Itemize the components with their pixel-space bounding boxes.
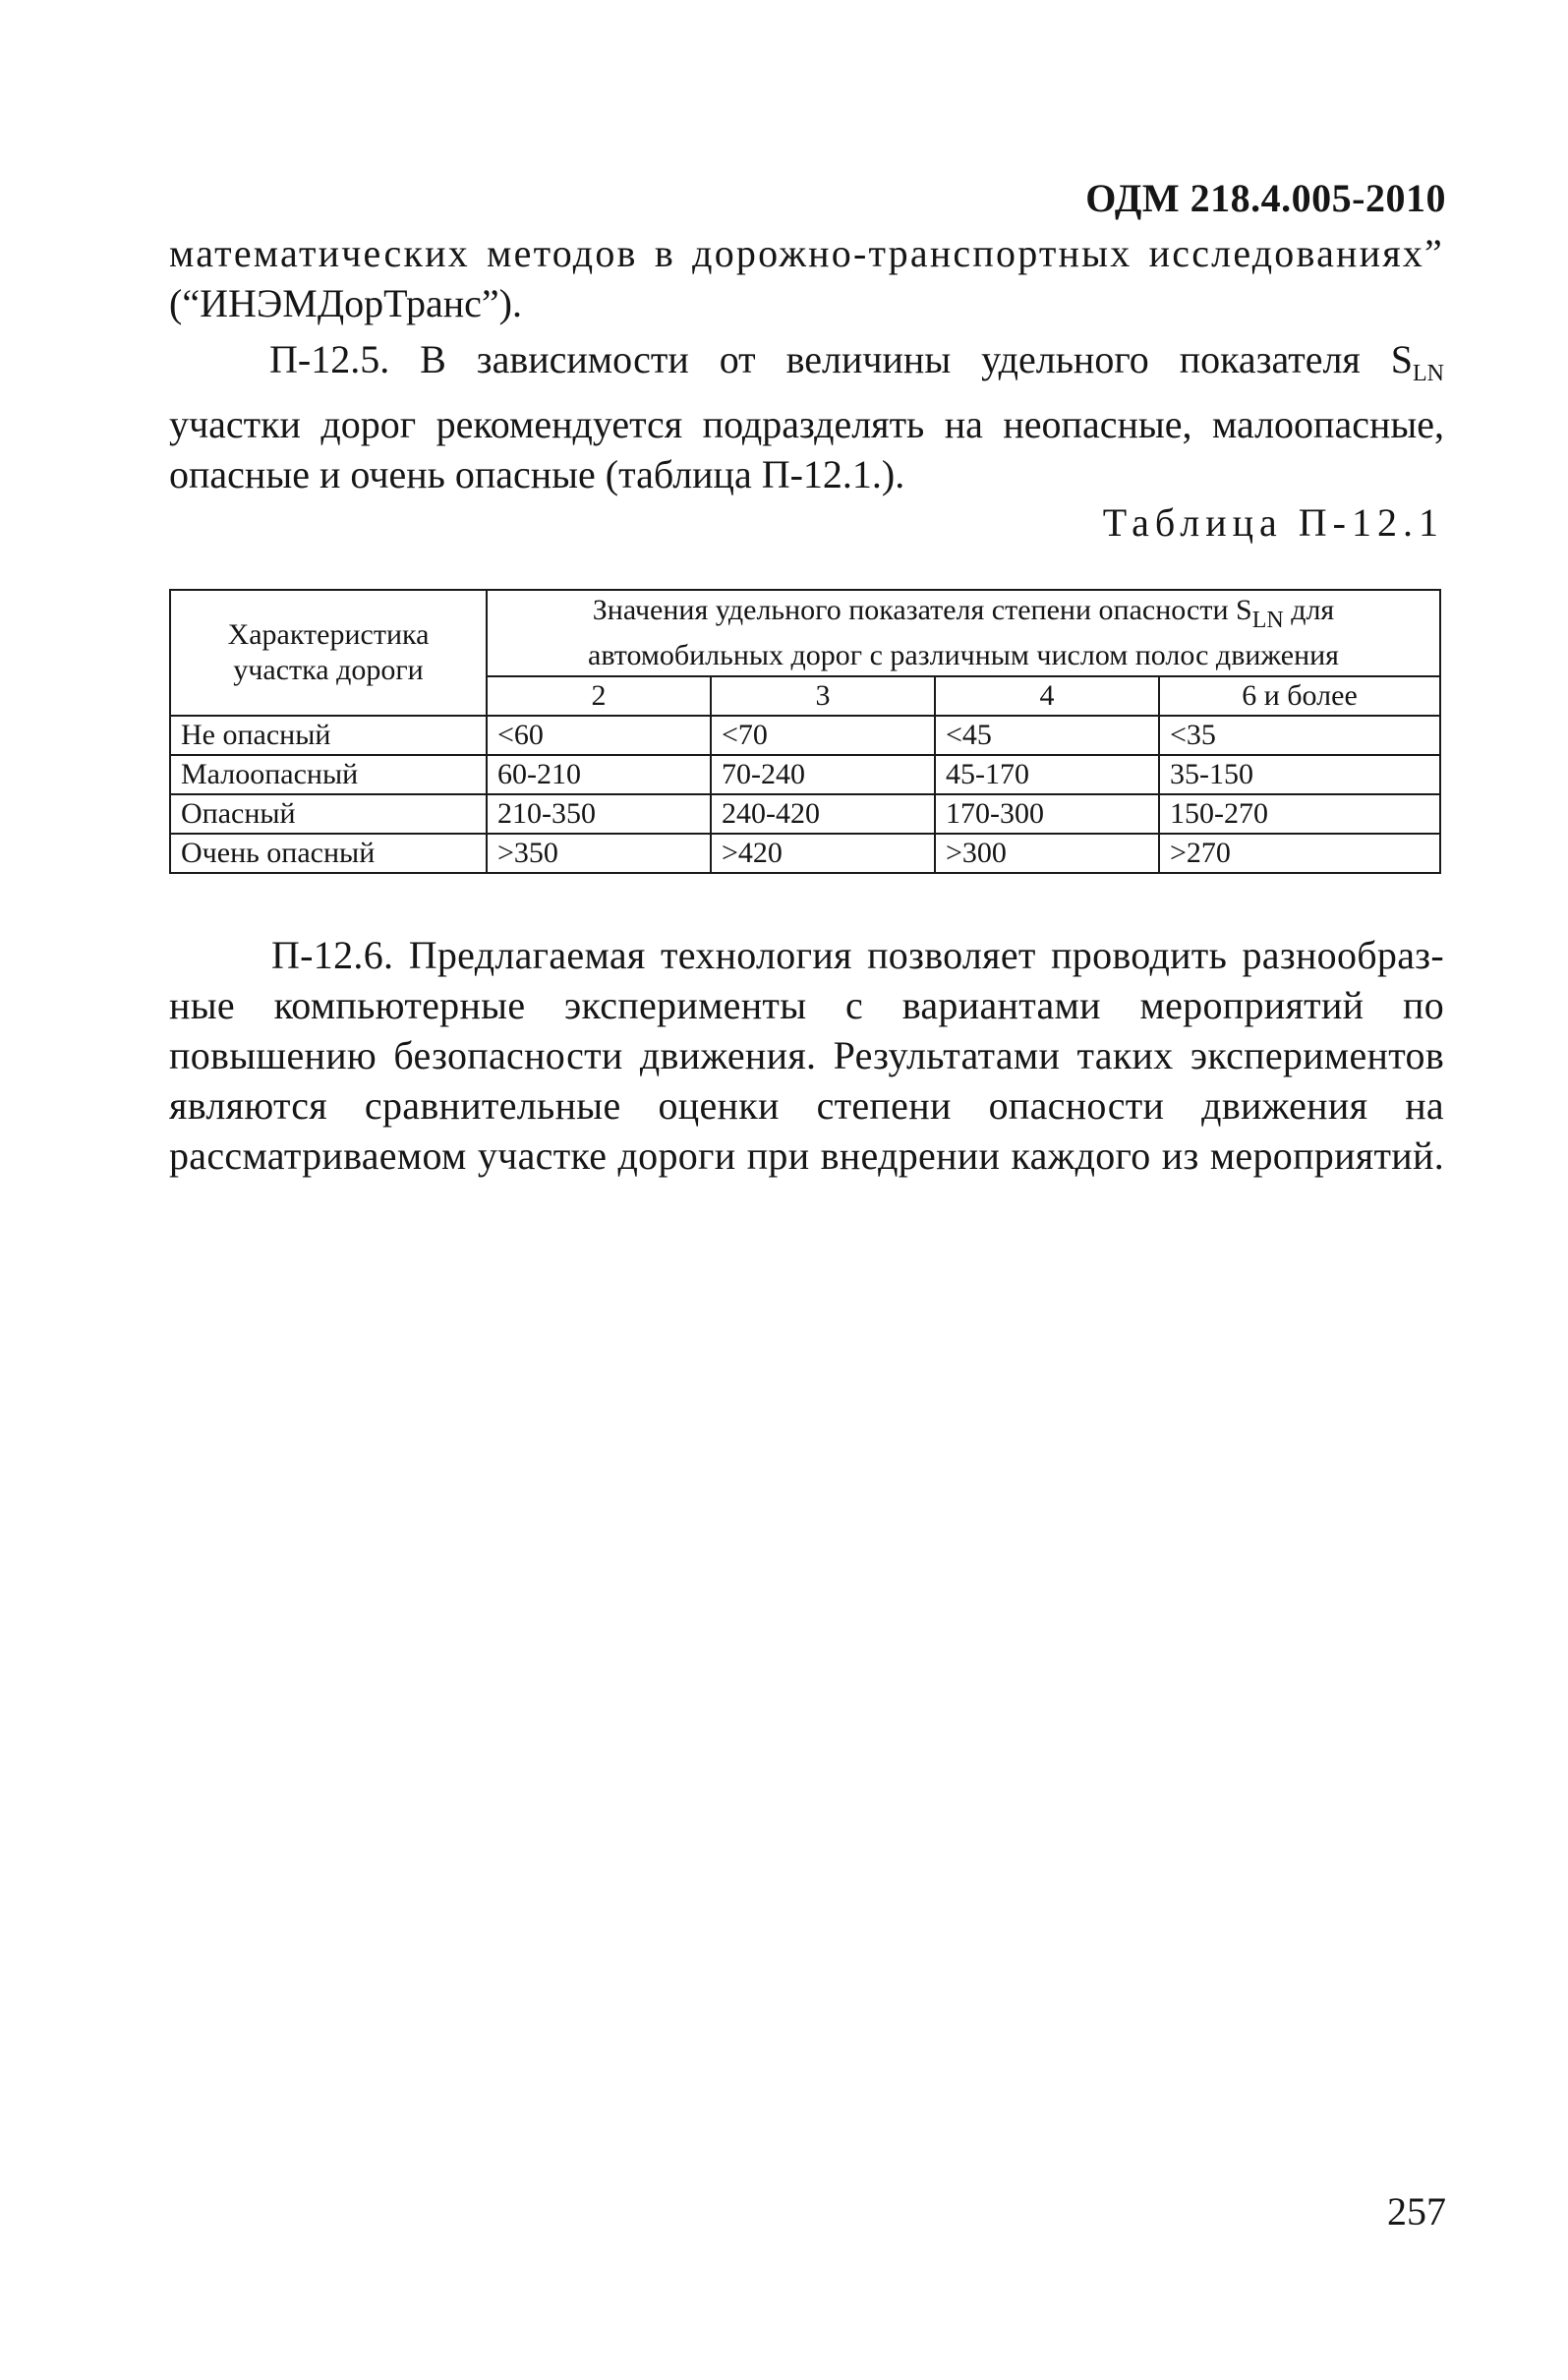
row-name-cell: Не опасный <box>170 716 487 755</box>
value-cell: 35-150 <box>1159 755 1440 794</box>
group-header-cell <box>487 590 1440 676</box>
table-row <box>170 794 1440 834</box>
column-header: 4 <box>935 676 1159 716</box>
table-row <box>170 716 1440 755</box>
value-cell: >270 <box>1159 834 1440 873</box>
value-cell: 60-210 <box>487 755 711 794</box>
text-line: опасные и очень опасные (таблица П-12.1.). <box>169 452 905 496</box>
value-cell: <35 <box>1159 716 1440 755</box>
document-code: ОДМ 218.4.005-2010 <box>1085 176 1446 220</box>
value-cell: 240-420 <box>711 794 935 834</box>
value-cell: >350 <box>487 834 711 873</box>
value-cell: <45 <box>935 716 1159 755</box>
column-header: 6 и более <box>1159 676 1440 716</box>
row-header-line: участка дороги <box>233 654 424 686</box>
subscript-ln: LN <box>1413 361 1444 386</box>
row-name-cell: Малоопасный <box>170 755 487 794</box>
table-row <box>170 834 1440 873</box>
danger-rating-table <box>169 589 1441 874</box>
text-line <box>169 930 1444 980</box>
text-line-content <box>169 337 1444 386</box>
row-name-cell: Очень опасный <box>170 834 487 873</box>
column-header: 3 <box>711 676 935 716</box>
value-cell: <70 <box>711 716 935 755</box>
value-cell: 170-300 <box>935 794 1159 834</box>
row-header-cell <box>170 590 487 716</box>
text-line-start: П-12.5. В зависимости от величины удельного показателя S <box>269 337 1413 381</box>
paragraph-continuation <box>169 228 1444 328</box>
paragraph-p-12-6 <box>169 930 1444 1181</box>
text-line: рассматриваемом участке дороги при внедрении каждого из мероприятий. <box>169 1133 1444 1178</box>
text-line: повышению безопасности движения. Результатами таких экспериментов <box>169 1033 1444 1077</box>
row-header-line: Характеристика <box>227 618 430 651</box>
group-header-line: автомобильных дорог с различным числом полос движения <box>588 639 1339 671</box>
text-line <box>169 334 1444 399</box>
value-cell: <60 <box>487 716 711 755</box>
value-cell: >300 <box>935 834 1159 873</box>
group-header-line-end: для <box>1283 594 1335 626</box>
subscript-ln: LN <box>1251 608 1284 633</box>
text-line-content: П-12.6. Предлагаемая технология позволяет проводить разнообраз- <box>271 933 1444 977</box>
table-caption: Таблица П-12.1 <box>1102 500 1444 545</box>
value-cell: 150-270 <box>1159 794 1440 834</box>
paragraph-p-12-5 <box>169 334 1444 499</box>
row-name-cell: Опасный <box>170 794 487 834</box>
text-line: математических методов в дорожно-транспортных исследованиях” <box>169 231 1444 275</box>
table-row <box>170 755 1440 794</box>
column-header: 2 <box>487 676 711 716</box>
value-cell: 70-240 <box>711 755 935 794</box>
text-line: являются сравнительные оценки степени опасности движения на <box>169 1083 1444 1128</box>
text-line: (“ИНЭМДорТранс”). <box>169 281 523 325</box>
text-line: ные компьютерные эксперименты с вариантами мероприятий по <box>169 983 1444 1027</box>
text-line: участки дорог рекомендуется подразделять на неопасные, малоопасные, <box>169 402 1444 446</box>
value-cell: 210-350 <box>487 794 711 834</box>
group-header-line: Значения удельного показателя степени опасности S <box>592 594 1252 626</box>
value-cell: >420 <box>711 834 935 873</box>
page-number: 257 <box>1387 2189 1446 2234</box>
value-cell: 45-170 <box>935 755 1159 794</box>
table-header-row <box>170 590 1440 676</box>
